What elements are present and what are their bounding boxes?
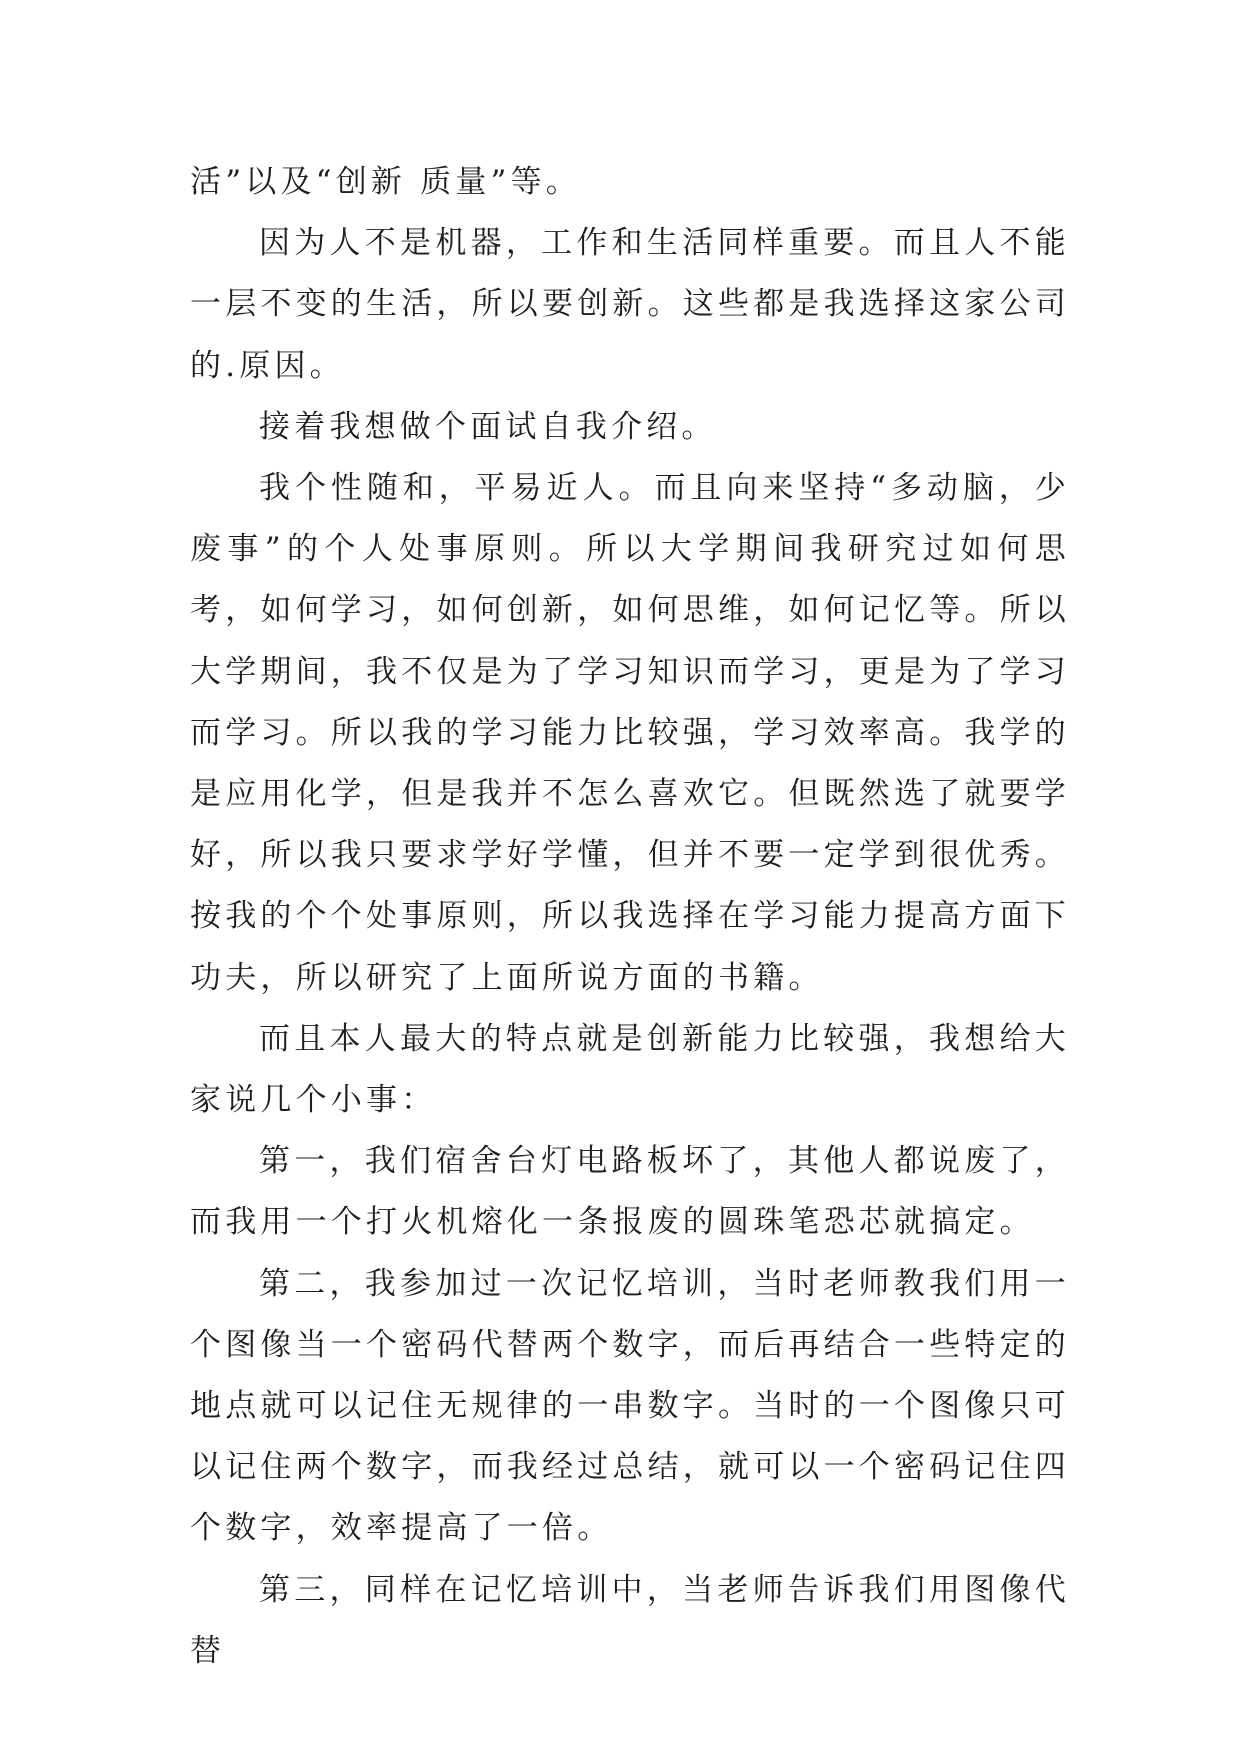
paragraph-6: 第一，我们宿舍台灯电路板坏了，其他人都说废了，而我用一个打火机熔化一条报废的圆珠笔恐芯就搞定。 <box>190 1143 1070 1241</box>
paragraph-5: 而且本人最大的特点就是创新能力比较强，我想给大家说几个小事： <box>190 1020 1070 1119</box>
paragraph-7: 第二，我参加过一次记忆培训，当时老师教我们用一个图像当一个密码代替两个数字，而后再结合一些特定的地点就可以记住无规律的一串数字。当时的一个图像只可以记住两个数字，而我经过总结，就可以一个密码记住四个数字，效率提高了一倍。 <box>190 1265 1070 1547</box>
document-body <box>190 152 1070 1682</box>
paragraph-2: 因为人不是机器，工作和生活同样重要。而且人不能一层不变的生活，所以要创新。这些都是我选择这家公司的.原因。 <box>190 225 1070 384</box>
paragraph-8: 第三，同样在记忆培训中，当老师告诉我们用图像代替 <box>190 1571 1070 1669</box>
paragraph-3: 接着我想做个面试自我介绍。 <box>259 408 717 445</box>
paragraph-1: 活”以及“创新 质量”等。 <box>190 164 581 200</box>
paragraph-4: 我个性随和，平易近人。而且向来坚持“多动脑，少废事”的个人处事原则。所以大学期间我研究过如何思考，如何学习，如何创新，如何思维，如何记忆等。所以大学期间，我不仅是为了学习知识而学习，更是为了学习而学习。所以我的学习能力比较强，学习效率高。我学的是应用化学，但是我并不怎么喜欢它。但既然选了就要学好，所以我只要求学好学懂，但并不要一定学到很优秀。按我的个个处事原则，所以我选择在学习能力提高方面下功夫，所以研究了上面所说方面的书籍。 <box>190 470 1070 996</box>
